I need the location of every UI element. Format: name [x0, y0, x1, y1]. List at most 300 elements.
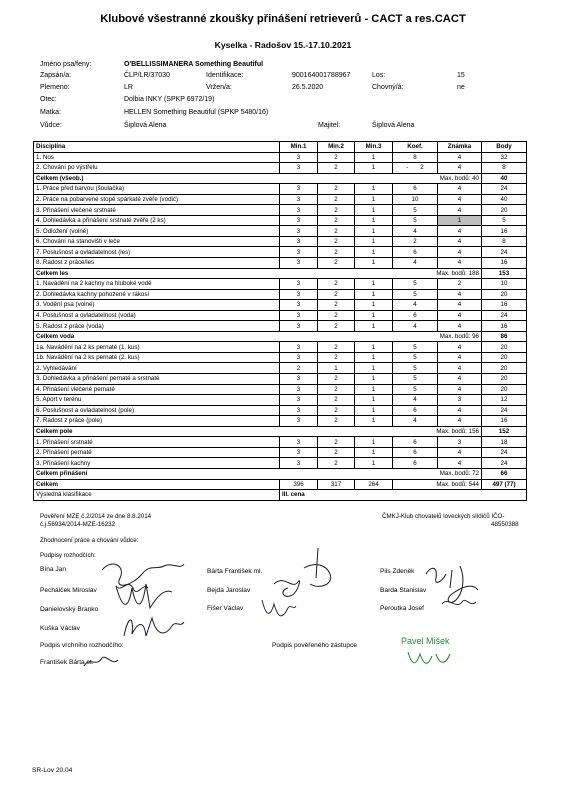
- table-row: [34, 321, 527, 332]
- value-cell: 5: [393, 205, 438, 216]
- section-total: 153: [482, 268, 527, 279]
- value-cell: 3: [280, 152, 318, 163]
- judge-name: Pils Zdeněk: [380, 568, 415, 575]
- identification-label: Identifikace:: [206, 72, 244, 79]
- value-cell: 3: [280, 226, 318, 237]
- value-cell: 6: [393, 437, 438, 448]
- value-cell: 2: [393, 236, 438, 247]
- value-cell: 1: [355, 279, 393, 290]
- table-row: [34, 279, 527, 290]
- discipline-cell: 5. Radost z práce (voda): [34, 321, 280, 332]
- registered-label: Zapsán/a:: [40, 72, 72, 79]
- signature-scrawl: [82, 652, 122, 672]
- value-cell: 5: [393, 215, 438, 226]
- value-cell: 4: [438, 321, 482, 332]
- value-cell: 12: [482, 395, 527, 406]
- table-row: [34, 405, 527, 416]
- value-cell: 4: [393, 300, 438, 311]
- value-cell: 4: [438, 163, 482, 174]
- value-cell: 4: [438, 447, 482, 458]
- judge-name: Bejda Jaroslav: [207, 587, 251, 594]
- born-label: Vržen/a:: [206, 84, 232, 91]
- value-cell: 5: [393, 384, 438, 395]
- value-cell: 2: [318, 458, 355, 469]
- discipline-cell: 8. Radost z práce/les: [34, 258, 280, 269]
- evaluation-heading: Zhodnocení práce a chování vůdce:: [40, 537, 139, 544]
- value-cell: 20: [482, 374, 527, 385]
- value-cell: 20: [482, 205, 527, 216]
- value-cell: 1: [355, 384, 393, 395]
- discipline-cell: 1. Práce před barvou (šoulačka): [34, 184, 280, 195]
- grand-total-points: 497 (77): [482, 479, 527, 490]
- table-header-row: [34, 142, 527, 153]
- value-cell: 1: [355, 300, 393, 311]
- value-cell: 3: [280, 342, 318, 353]
- value-cell: 24: [482, 447, 527, 458]
- discipline-cell: 6. Poslušnost a ovladatelnost (pole): [34, 405, 280, 416]
- discipline-cell: 1. Přinášení srstnaté: [34, 437, 280, 448]
- discipline-cell: 6. Chování na stanovišti v leče: [34, 236, 280, 247]
- value-cell: 1: [355, 447, 393, 458]
- grand-total-value: 264: [355, 479, 393, 490]
- value-cell: 2: [318, 342, 355, 353]
- value-cell: 2: [318, 279, 355, 290]
- judge-name: Barda Stanislav: [380, 587, 427, 594]
- header-znamka: Známka: [438, 142, 482, 153]
- discipline-cell: 3. Přinášení vlečené srstnaté: [34, 205, 280, 216]
- value-cell: 32: [482, 152, 527, 163]
- table-row: [34, 310, 527, 321]
- value-cell: 1: [355, 236, 393, 247]
- value-cell: 20: [482, 342, 527, 353]
- breeding-value: ne: [457, 84, 465, 91]
- table-row: [34, 363, 527, 374]
- value-cell: 2: [318, 236, 355, 247]
- value-cell: 3: [280, 163, 318, 174]
- value-cell: 20: [482, 352, 527, 363]
- value-cell: 4: [438, 458, 482, 469]
- discipline-cell: 4. Poslušnost a ovladatelnost (voda): [34, 310, 280, 321]
- value-cell: 16: [482, 300, 527, 311]
- authorization-right-1: ČMKJ-Klub chovatelů loveckých slídičů IČO-: [382, 513, 505, 520]
- table-row: [34, 205, 527, 216]
- handler-value: Šiplová Alena: [124, 122, 167, 129]
- table-row: [34, 247, 527, 258]
- owner-label: Majitel:: [318, 122, 341, 129]
- value-cell: 3: [280, 384, 318, 395]
- value-cell: 18: [482, 437, 527, 448]
- value-cell: 2: [318, 184, 355, 195]
- value-cell: 2: [318, 310, 355, 321]
- value-cell: 4: [438, 152, 482, 163]
- value-cell: 2: [318, 226, 355, 237]
- value-cell: 2: [318, 258, 355, 269]
- section-label: Celkem přinášení: [34, 468, 393, 479]
- chief-judge-name: František Bárta st.: [40, 659, 94, 666]
- value-cell: 4: [438, 405, 482, 416]
- value-cell: 1: [355, 405, 393, 416]
- identification-value: 900164001788967: [292, 72, 351, 79]
- value-cell: 5: [393, 342, 438, 353]
- los-label: Los:: [372, 72, 386, 79]
- value-cell: 3: [438, 395, 482, 406]
- value-cell: 5: [482, 215, 527, 226]
- judge-name: Danielovský Branko: [40, 606, 99, 613]
- value-cell: 4: [393, 416, 438, 427]
- dam-label: Matka:: [40, 109, 62, 116]
- value-cell: 3: [280, 258, 318, 269]
- section-label: Celkem les: [34, 268, 393, 279]
- judge-name: Fišer Václav: [207, 605, 244, 612]
- table-row: [34, 163, 527, 174]
- table-row: [34, 226, 527, 237]
- header-min1: Min.1: [280, 142, 318, 153]
- judge-name: Kuška Václav: [40, 625, 80, 632]
- value-cell: 4: [438, 236, 482, 247]
- value-cell: 2: [318, 247, 355, 258]
- value-cell: 16: [482, 258, 527, 269]
- value-cell: 4: [438, 384, 482, 395]
- discipline-cell: 2. Dohledávka kachny pohozené v rákosí: [34, 289, 280, 300]
- value-cell: 40: [482, 194, 527, 205]
- value-cell: 3: [280, 310, 318, 321]
- value-cell: 3: [280, 300, 318, 311]
- value-cell: 3: [280, 236, 318, 247]
- value-cell: 4: [438, 258, 482, 269]
- value-cell: 24: [482, 405, 527, 416]
- value-cell: 1: [355, 374, 393, 385]
- value-cell: 2: [318, 447, 355, 458]
- value-cell: 8: [482, 236, 527, 247]
- judge-name: Peroutka Josef: [380, 605, 424, 612]
- value-cell: 2: [318, 215, 355, 226]
- value-cell: 1: [355, 310, 393, 321]
- value-cell: 1: [355, 205, 393, 216]
- koef-dash: -: [406, 164, 409, 172]
- table-row: [34, 258, 527, 269]
- table-row: [34, 384, 527, 395]
- score-table: [33, 141, 527, 501]
- value-cell: 1: [355, 247, 393, 258]
- value-cell: 2: [318, 437, 355, 448]
- koef-value: 2: [420, 164, 424, 172]
- delegate-stamp-name: Pavel Mišek: [401, 636, 450, 646]
- owner-value: Šiplová Alena: [372, 122, 415, 129]
- signature-scrawl: [406, 648, 456, 670]
- header-min3: Min.3: [355, 142, 393, 153]
- handler-label: Vůdce:: [40, 122, 62, 129]
- value-cell: 8: [482, 163, 527, 174]
- value-cell: 3: [280, 215, 318, 226]
- chief-judge-label: Podpis vrchního rozhodčího:: [40, 642, 124, 649]
- grand-total-label: Celkem: [34, 479, 280, 490]
- table-row: [34, 236, 527, 247]
- section-total-row: [34, 173, 527, 184]
- value-cell: 2: [318, 300, 355, 311]
- form-code: SR-Lov 20.04: [32, 767, 73, 774]
- value-cell: 3: [280, 405, 318, 416]
- score-table-body: [34, 152, 527, 500]
- table-row: [34, 184, 527, 195]
- breeding-label: Chovný/á:: [372, 84, 404, 91]
- value-cell: 1: [355, 152, 393, 163]
- value-cell: 3: [280, 205, 318, 216]
- value-cell: 3: [280, 395, 318, 406]
- header-body: Body: [482, 142, 527, 153]
- discipline-cell: 4. Přinášení vlečené pernaté: [34, 384, 280, 395]
- table-row: [34, 342, 527, 353]
- value-cell: 1: [355, 163, 393, 174]
- value-cell: 2: [318, 321, 355, 332]
- value-cell: 2: [318, 416, 355, 427]
- value-cell: 6: [393, 247, 438, 258]
- grand-total-value: 317: [318, 479, 355, 490]
- value-cell: 3: [280, 437, 318, 448]
- value-cell: 1: [438, 215, 482, 226]
- discipline-cell: 2. Vyhledávání: [34, 363, 280, 374]
- value-cell: 5: [393, 363, 438, 374]
- value-cell: 2: [318, 289, 355, 300]
- authorization-left-2: č.j.56934/2014-MZE-16232: [40, 521, 115, 528]
- value-cell: 6: [393, 184, 438, 195]
- value-cell: 10: [482, 279, 527, 290]
- table-row: [34, 395, 527, 406]
- table-row: [34, 215, 527, 226]
- signature-scrawl: [118, 612, 188, 644]
- table-row: [34, 458, 527, 469]
- value-cell: 8: [393, 152, 438, 163]
- born-value: 26.5.2020: [292, 84, 324, 91]
- discipline-cell: 1. Navádění na 2 kachny na hluboké vodě: [34, 279, 280, 290]
- section-max: Max. bodů: 72: [393, 468, 482, 479]
- value-cell: 1: [355, 184, 393, 195]
- discipline-cell: 1. Nos: [34, 152, 280, 163]
- section-total-row: [34, 468, 527, 479]
- value-cell: 24: [482, 458, 527, 469]
- value-cell: 20: [482, 384, 527, 395]
- section-max: Max. bodů: 188: [393, 268, 482, 279]
- discipline-cell: 3. Přinášení kachny: [34, 458, 280, 469]
- value-cell: 2: [318, 405, 355, 416]
- section-label: Celkem (všeob.): [34, 173, 393, 184]
- value-cell: 24: [482, 247, 527, 258]
- section-total: 66: [482, 468, 527, 479]
- value-cell: 2: [438, 279, 482, 290]
- value-cell: 4: [438, 300, 482, 311]
- section-total: 40: [482, 173, 527, 184]
- value-cell: 4: [438, 310, 482, 321]
- value-cell: 1: [355, 258, 393, 269]
- value-cell: 4: [393, 321, 438, 332]
- value-cell: 3: [280, 458, 318, 469]
- value-cell: 4: [438, 416, 482, 427]
- result-row: [34, 490, 527, 501]
- value-cell: 2: [318, 395, 355, 406]
- section-label: Celkem pole: [34, 426, 393, 437]
- value-cell: 3: [280, 447, 318, 458]
- value-cell: 3: [280, 416, 318, 427]
- value-cell: 2: [318, 163, 355, 174]
- discipline-cell: 3. Dohledávka a přinášení pernaté a srstnaté: [34, 374, 280, 385]
- value-cell: 1: [355, 215, 393, 226]
- value-cell: 5: [393, 279, 438, 290]
- value-cell: 4: [393, 226, 438, 237]
- value-cell: 3: [280, 247, 318, 258]
- value-cell: 1: [355, 289, 393, 300]
- table-row: [34, 352, 527, 363]
- value-cell: [393, 163, 438, 174]
- result-label: Výsledná klasifikace: [34, 490, 280, 501]
- value-cell: 6: [393, 405, 438, 416]
- value-cell: 2: [318, 352, 355, 363]
- judge-name: Bárta František ml.: [207, 568, 263, 575]
- discipline-cell: 5. Odložení (volné): [34, 226, 280, 237]
- section-max: Max. bodů: 40: [393, 173, 482, 184]
- discipline-cell: 2. Chování po výstřelu: [34, 163, 280, 174]
- value-cell: 1: [355, 458, 393, 469]
- value-cell: 4: [438, 194, 482, 205]
- table-row: [34, 374, 527, 385]
- value-cell: 5: [393, 289, 438, 300]
- breed-label: Plemeno:: [40, 84, 70, 91]
- value-cell: 3: [280, 289, 318, 300]
- section-total-row: [34, 268, 527, 279]
- value-cell: 10: [393, 194, 438, 205]
- discipline-cell: 2. Přinášení pernaté: [34, 447, 280, 458]
- judge-name: Bína Jan: [40, 566, 67, 573]
- value-cell: 5: [393, 374, 438, 385]
- discipline-cell: 4. Dohledávka a přinášení srstnaté zvěře (2 ks): [34, 215, 280, 226]
- section-max: Max. bodů: 96: [393, 331, 482, 342]
- grand-total-value: 396: [280, 479, 318, 490]
- table-row: [34, 300, 527, 311]
- header-discipline: Disciplína: [34, 142, 280, 153]
- value-cell: 24: [482, 310, 527, 321]
- sire-label: Otec:: [40, 96, 57, 103]
- value-cell: 2: [318, 384, 355, 395]
- section-total: 152: [482, 426, 527, 437]
- dam-value: HELLEN Something Beautiful (SPKP 5480/16): [124, 109, 269, 116]
- header-min2: Min.2: [318, 142, 355, 153]
- section-total: 86: [482, 331, 527, 342]
- judge-name: Pechálček Miroslav: [40, 587, 97, 594]
- section-total-row: [34, 331, 527, 342]
- value-cell: 16: [482, 321, 527, 332]
- value-cell: 4: [438, 226, 482, 237]
- value-cell: 1: [355, 363, 393, 374]
- table-row: [34, 437, 527, 448]
- table-row: [34, 447, 527, 458]
- value-cell: 2: [318, 194, 355, 205]
- value-cell: 2: [318, 374, 355, 385]
- delegate-label: Podpis pověřeného zástupce: [272, 642, 358, 649]
- table-row: [34, 152, 527, 163]
- signature-scrawl: [422, 560, 482, 620]
- grand-total-max: Max. bodů: 544: [393, 479, 482, 490]
- judges-heading: Podpisy rozhodčích:: [40, 552, 96, 559]
- value-cell: 4: [438, 374, 482, 385]
- value-cell: 2: [318, 152, 355, 163]
- value-cell: 1: [355, 226, 393, 237]
- value-cell: 24: [482, 184, 527, 195]
- value-cell: 4: [438, 205, 482, 216]
- value-cell: 20: [482, 289, 527, 300]
- value-cell: 16: [482, 416, 527, 427]
- value-cell: 16: [482, 226, 527, 237]
- value-cell: 6: [393, 310, 438, 321]
- grand-total-row: [34, 479, 527, 490]
- value-cell: 3: [280, 279, 318, 290]
- value-cell: 1: [355, 416, 393, 427]
- value-cell: 3: [280, 194, 318, 205]
- authorization-left-1: Pověření MZE č.2/2014 ze dne 8.8.2014: [40, 513, 152, 520]
- value-cell: 3: [280, 184, 318, 195]
- value-cell: 3: [438, 437, 482, 448]
- value-cell: 2: [280, 363, 318, 374]
- table-row: [34, 289, 527, 300]
- discipline-cell: 1b. Navádění na 2 ks pernaté (2. kus): [34, 352, 280, 363]
- name-value: O'BELLISSIMANERA Something Beautiful: [124, 61, 264, 68]
- value-cell: 6: [393, 458, 438, 469]
- name-label: Jméno psa/feny:: [40, 61, 92, 68]
- discipline-cell: 3. Vodění psa (volné): [34, 300, 280, 311]
- section-label: Celkem voda: [34, 331, 393, 342]
- value-cell: 1: [318, 363, 355, 374]
- document-subtitle: Kyselka - Radošov 15.-17.10.2021: [214, 40, 352, 50]
- value-cell: 1: [355, 395, 393, 406]
- table-row: [34, 416, 527, 427]
- document-title: Klubové všestranné zkoušky přinášení retrieverů - CACT a res.CACT: [100, 13, 466, 25]
- authorization-right-2: 48550388: [491, 521, 519, 528]
- value-cell: 4: [438, 247, 482, 258]
- value-cell: 4: [393, 258, 438, 269]
- value-cell: 1: [355, 437, 393, 448]
- value-cell: 1: [355, 321, 393, 332]
- signature-scrawl: [258, 596, 298, 622]
- discipline-cell: 7. Poslušnost a ovladatelnost (les): [34, 247, 280, 258]
- result-value: III. cena: [280, 490, 527, 501]
- value-cell: 3: [280, 321, 318, 332]
- value-cell: 5: [393, 352, 438, 363]
- value-cell: 1: [355, 342, 393, 353]
- los-value: 15: [457, 72, 465, 79]
- sire-value: Dolbia INKY (SPKP 6972/19): [124, 96, 215, 103]
- discipline-cell: 1a. Navádění na 2 ks pernaté (1. kus): [34, 342, 280, 353]
- value-cell: 1: [355, 194, 393, 205]
- value-cell: 20: [482, 363, 527, 374]
- value-cell: 4: [438, 342, 482, 353]
- section-max: Max. bodů: 156: [393, 426, 482, 437]
- signature-scrawl: [268, 544, 338, 600]
- registered-value: ČLP/LR/37030: [124, 72, 170, 79]
- discipline-cell: 7. Radost z práce (pole): [34, 416, 280, 427]
- value-cell: 4: [393, 395, 438, 406]
- value-cell: 6: [393, 447, 438, 458]
- value-cell: 4: [438, 184, 482, 195]
- value-cell: 2: [318, 205, 355, 216]
- value-cell: 3: [280, 352, 318, 363]
- breed-value: LR: [124, 84, 133, 91]
- value-cell: 3: [280, 374, 318, 385]
- discipline-cell: 2. Práce na pobarvené stopě spárkaté zvěře (vodič): [34, 194, 280, 205]
- value-cell: 4: [438, 289, 482, 300]
- value-cell: 4: [438, 363, 482, 374]
- section-total-row: [34, 426, 527, 437]
- header-koef: Koef.: [393, 142, 438, 153]
- table-row: [34, 194, 527, 205]
- value-cell: 1: [355, 352, 393, 363]
- discipline-cell: 5. Aport v terénu: [34, 395, 280, 406]
